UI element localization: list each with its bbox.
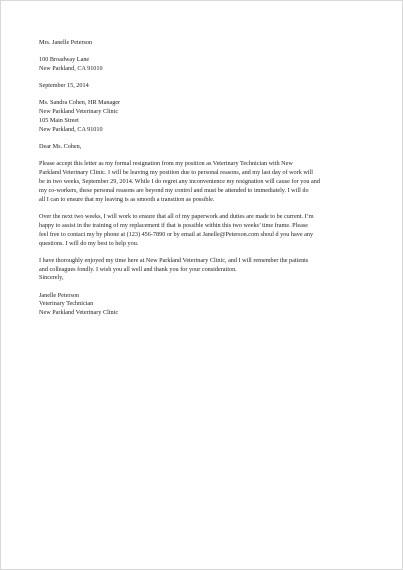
recipient-address xyxy=(39,99,379,135)
recipient-company: New Parkland Veterinary Clinic xyxy=(39,108,119,116)
recipient-address-line1: 105 Main Street xyxy=(39,117,79,124)
paragraph-line: I have thoroughly enjoyed my time here at New Parkland Veterinary Clinic, and I will remember the patients xyxy=(39,256,309,264)
paragraph-line: questions. I will do my best to help you. xyxy=(39,239,139,247)
paragraph-line: all I can to ensure that my leaving is as smooth a transition as possible. xyxy=(39,195,215,203)
sender-address-line1: 100 Broadway Lane xyxy=(39,56,90,64)
paragraph-line: Over the next two weeks, I will work to ensure that all of my paperwork and duties are made to be current. I’m xyxy=(39,212,314,220)
paragraph-line: happy to assist in the training of my replacement if that is possible within this two weeks’ time frame. Please xyxy=(39,221,308,229)
body-paragraph-2 xyxy=(39,213,379,249)
sender-name: Mrs. Janelle Peterson xyxy=(39,39,93,46)
body-paragraph-1 xyxy=(39,160,379,205)
signature-company: New Parkland Veterinary Clinic xyxy=(39,309,119,317)
signature-title: Veterinary Technician xyxy=(39,300,94,308)
signature-block xyxy=(39,292,379,319)
paragraph-line: be in two weeks, September 29, 2014. While I do regret any inconvenience my resignation will cause for you and xyxy=(39,177,320,185)
paragraph-line: feel free to contact my by phone at (123) 456-7890 or by email at Janelle@Peterson.com shoul d you have any xyxy=(39,230,314,238)
paragraph-line: and colleagues fondly. I wish you all well and thank you for your consideration. xyxy=(39,265,237,273)
paragraph-line: Parkland Veterinary Clinic. I will be leaving my position due to personal reasons, and my last day of work will xyxy=(39,169,313,176)
paragraph-line: my co-workers, these personal reasons are beyond my control and must be attended to immediately. I will do xyxy=(39,186,309,194)
salutation: Dear Ms. Cohen, xyxy=(39,143,82,150)
sender-address-line2: New Parkland, CA 91010 xyxy=(39,65,103,72)
signature-name: Janelle Peterson xyxy=(39,291,80,299)
recipient-name-title: Ms. Sandra Cohen, HR Manager xyxy=(39,99,121,107)
paragraph-line: Please accept this letter as my formal resignation from my position as Veterinary Technician with New xyxy=(39,160,293,168)
letter-date: September 15, 2014 xyxy=(39,82,89,90)
recipient-address-line2: New Parkland, CA 91010 xyxy=(39,125,103,133)
sender-address xyxy=(39,39,379,74)
body-paragraph-3 xyxy=(39,257,379,275)
resignation-letter xyxy=(39,39,379,318)
closing: Sincerely, xyxy=(39,274,64,282)
